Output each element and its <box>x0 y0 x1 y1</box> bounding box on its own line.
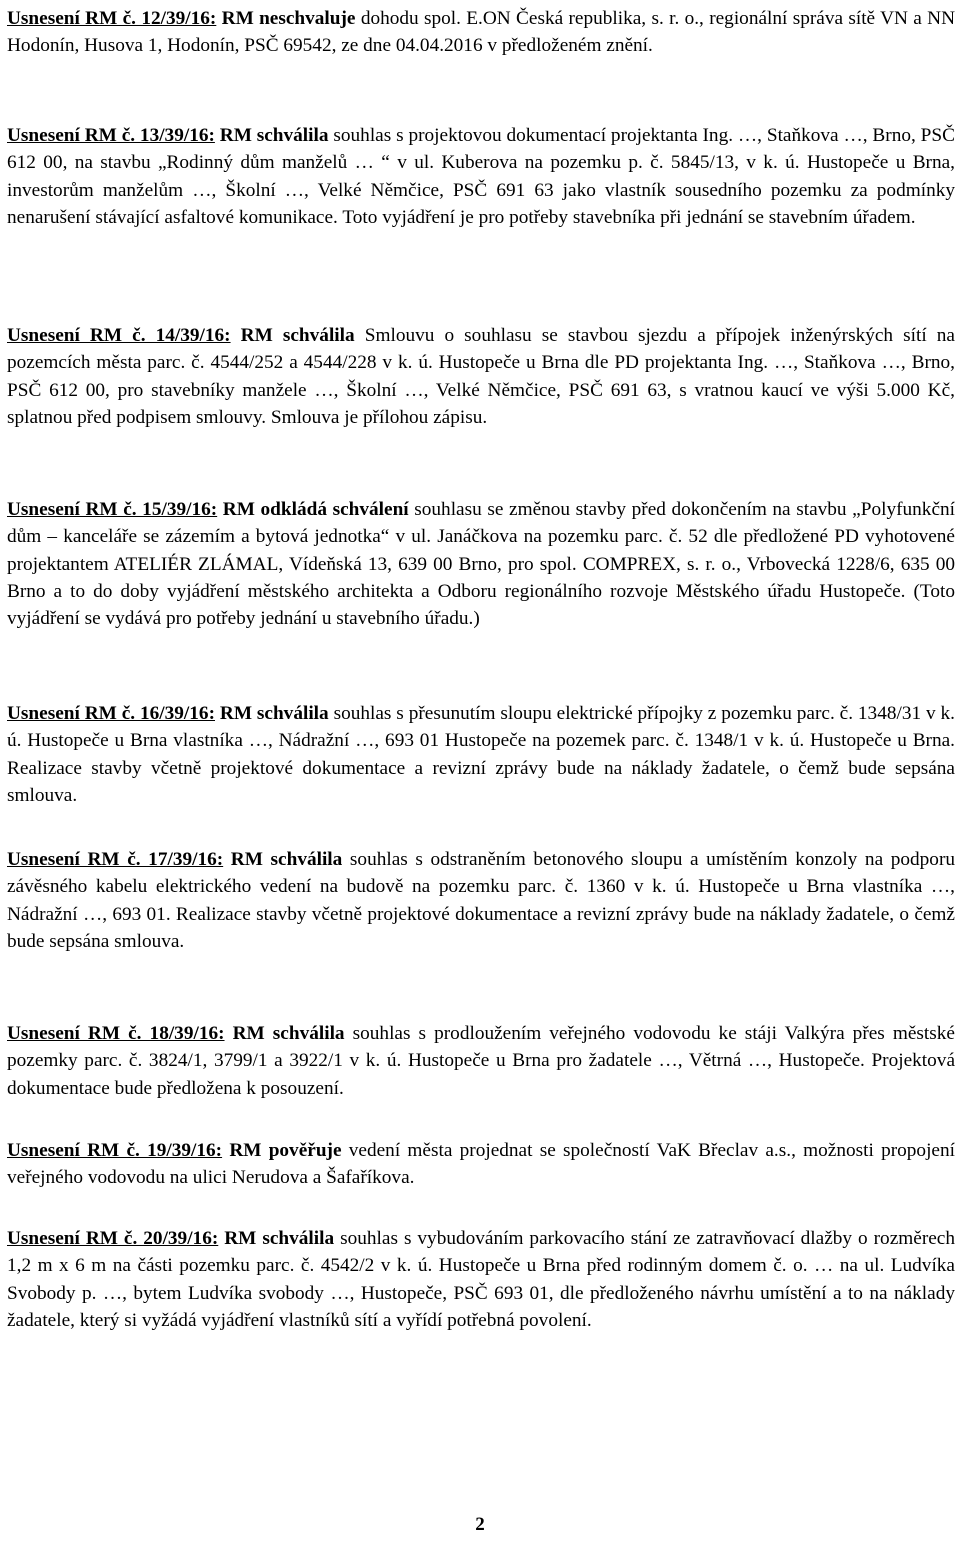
resolution-verb: RM neschvaluje <box>221 8 356 29</box>
resolution-19 <box>7 1137 955 1192</box>
resolution-ref: Usnesení RM č. 18/39/16: <box>7 1023 225 1044</box>
resolution-16 <box>7 700 955 809</box>
resolution-text: vedení města projednat se společností VaK Břeclav a.s., možnosti propojení veřejného vodovodu na ulici Nerudova a Šafaříkova. <box>7 1140 955 1189</box>
resolution-15 <box>7 496 955 632</box>
resolution-ref: Usnesení RM č. 13/39/16: <box>7 125 215 146</box>
resolution-ref: Usnesení RM č. 12/39/16: <box>7 8 217 29</box>
resolution-verb: RM schválila <box>232 1023 345 1044</box>
resolution-verb: RM schválila <box>224 1228 335 1249</box>
resolution-ref: Usnesení RM č. 20/39/16: <box>7 1228 219 1249</box>
resolution-13 <box>7 122 955 231</box>
resolution-verb: RM schválila <box>219 125 329 146</box>
resolution-text: souhlas s prodloužením veřejného vodovodu ke stáji Valkýra přes městské pozemky parc. č. 3824/1, 3799/1 a 3922/1 v k. ú. Hustopeče u Brna pro žadatele …, Větrná …, Hustopeče. Projektová dokumentace bude předložena k posouzení. <box>7 1023 955 1099</box>
resolution-ref: Usnesení RM č. 17/39/16: <box>7 849 224 870</box>
resolution-verb: RM schválila <box>219 703 329 724</box>
resolution-ref: Usnesení RM č. 14/39/16: <box>7 325 231 346</box>
resolution-verb: RM odkládá schválení <box>222 499 409 520</box>
resolution-text: souhlasu se změnou stavby před dokončením na stavbu „Polyfunkční dům – kanceláře se zázemím a bytová jednotka“ v ul. Janáčkova na pozemku parc. č. 52 dle předložené PD vyhotovené projektantem ATELIÉR ZLÁMAL, Vídeňská 13, 639 00 Brno, pro spol. COMPREX, s. r. o., Vrbovecká 1228/6, 635 00 Brno a to do doby vyjádření městského architekta a Odboru regionálního rozvoje Městského úřadu Hustopeče. (Toto vyjádření se vydává pro potřeby jednání u stavebního úřadu.) <box>7 499 955 630</box>
page-number: 2 <box>475 1514 485 1535</box>
resolution-18 <box>7 1020 955 1102</box>
resolution-text: Smlouvu o souhlasu se stavbou sjezdu a přípojek inženýrských sítí na pozemcích města parc. č. 4544/252 a 4544/228 v k. ú. Hustopeče u Brna dle PD projektanta Ing. …, Staňkova …, Brno, PSČ 612 00, pro stavebníky manžele …, Školní …, Velké Němčice, PSČ 691 63, s vratnou kaucí ve výši 5.000 Kč, splatnou před podpisem smlouvy. Smlouva je přílohou zápisu. <box>7 325 955 428</box>
resolution-14 <box>7 322 955 431</box>
resolution-20 <box>7 1225 955 1334</box>
resolution-ref: Usnesení RM č. 19/39/16: <box>7 1140 223 1161</box>
resolution-text: souhlas s přesunutím sloupu elektrické přípojky z pozemku parc. č. 1348/31 v k. ú. Hustopeče u Brna vlastníka …, Nádražní …, 693 01 Hustopeče na pozemek parc. č. 1348/1 v k. ú. Hustopeče u Brna. Realizace stavby včetně projektové dokumentace a revizní zprávy bude na náklady žadatele, o čemž bude sepsána smlouva. <box>7 703 955 806</box>
resolution-ref: Usnesení RM č. 16/39/16: <box>7 703 215 724</box>
resolution-text: souhlas s odstraněním betonového sloupu a umístěním konzoly na podporu závěsného kabelu elektrického vedení na budově na pozemku parc. č. 1360 v k. ú. Hustopeče u Brna vlastníka …, Nádražní …, 693 01. Realizace stavby včetně projektové dokumentace a revizní zprávy bude na náklady žadatele, o čemž bude sepsána smlouva. <box>7 849 956 952</box>
resolution-text: dohodu spol. E.ON Česká republika, s. r. o., regionální správa sítě VN a NN Hodonín, Husova 1, Hodonín, PSČ 69542, ze dne 04.04.2016 v předloženém znění. <box>7 8 955 57</box>
resolution-17 <box>7 846 955 955</box>
resolution-text: souhlas s projektovou dokumentací projektanta Ing. …, Staňkova …, Brno, PSČ 612 00, na stavbu „Rodinný dům manželů … “ v ul. Kuberova na pozemku p. č. 5845/13, v k. ú. Hustopeče u Brna, investorům manželům …, Školní …, Velké Němčice, PSČ 691 63 jako vlastník sousedního pozemku za podmínky nenarušení stávající asfaltové komunikace. Toto vyjádření je pro potřeby stavebníka při jednání se stavebním úřadem. <box>7 125 955 228</box>
resolution-verb: RM pověřuje <box>229 1140 342 1161</box>
resolution-verb: RM schválila <box>230 849 343 870</box>
resolution-verb: RM schválila <box>240 325 355 346</box>
resolution-ref: Usnesení RM č. 15/39/16: <box>7 499 218 520</box>
resolution-text: souhlas s vybudováním parkovacího stání ze zatravňovací dlažby o rozměrech 1,2 m x 6 m na části pozemku parc. č. 4542/2 v k. ú. Hustopeče u Brna před rodinným domem č. o. … na ul. Ludvíka Svobody p. …, bytem Ludvíka svobody …, Hustopeče, PSČ 693 01, dle předloženého návrhu umístění a to na náklady žadatele, který si vyžádá vyjádření vlastníků sítí a vyřídí potřebná povolení. <box>7 1228 955 1331</box>
resolution-12 <box>7 5 955 60</box>
